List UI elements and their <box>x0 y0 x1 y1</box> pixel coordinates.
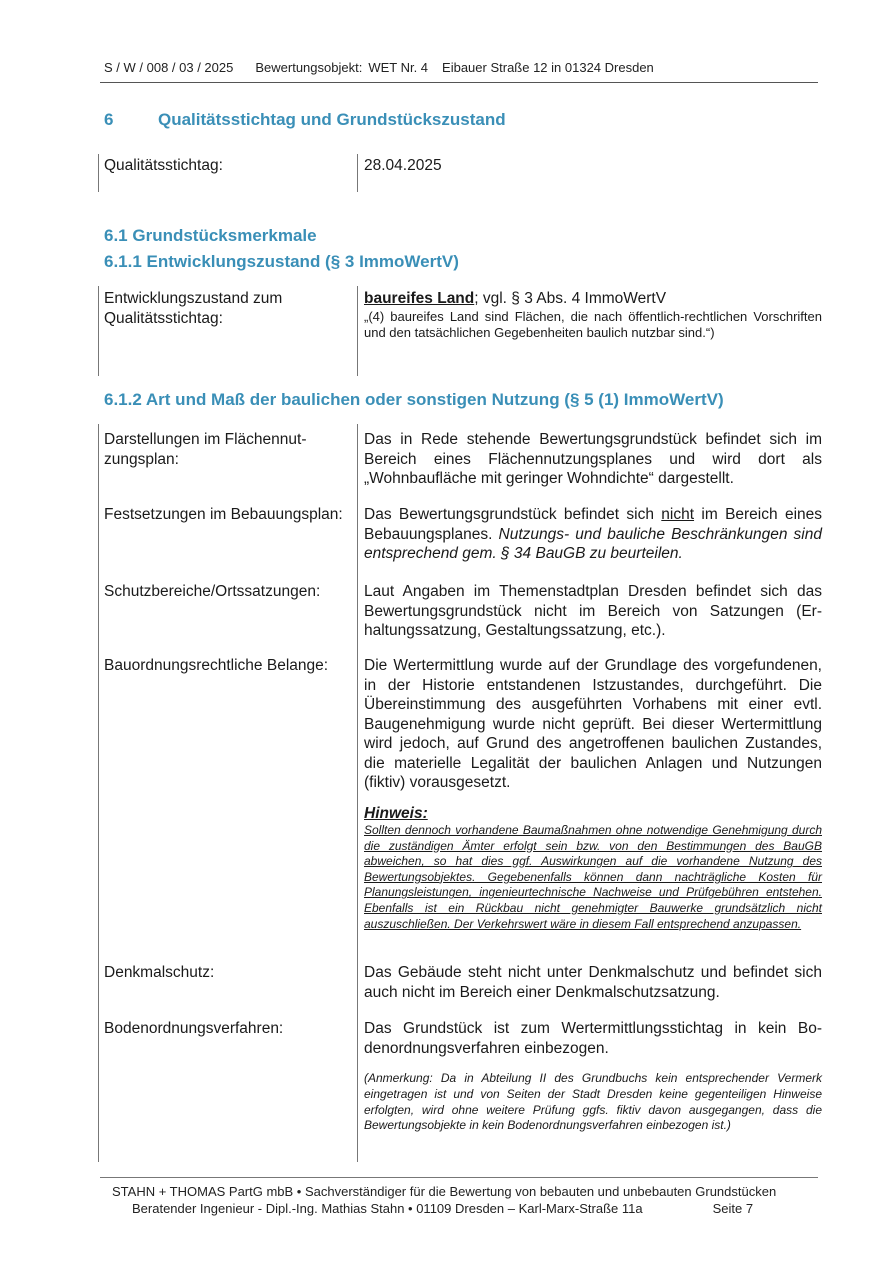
protection-areas-value: Laut Angaben im Themenstadtplan Dresden befindet sich das Bewertungsgrundstück nicht im Bereich von Satzungen (Erhaltungssatzung, Gestaltungssatzung, etc.). <box>364 583 822 639</box>
object-address: Eibauer Straße 12 in 01324 Dresden <box>442 60 654 75</box>
label-column-rule <box>98 424 99 1162</box>
development-state-note: „(4) baureifes Land sind Flächen, die nach öffentlich-rechtlichen Vorschriften und den tatsächlichen Gegebenheiten baulich nutzbar sind.“) <box>364 308 822 340</box>
land-use-plan-label: Darstellungen im Flächennutzungsplan: <box>104 431 307 468</box>
land-consolidation-value: Das Grundstück ist zum Wertermittlungsstichtag in kein Bodenordnungsverfahren einbezogen. <box>364 1020 822 1057</box>
building-regulations-value: Die Wertermittlung wurde auf der Grundlage des vorgefundenen, in der Historie entstandenen Istzustandes, durchgeführt. Die Übereinstimmung des ausgeführten Vorhabens mit einer evtl. Baugenehmigung wurde nicht geprüft. Bei dieser Wertermittlung wird jedoch, auf Grund des angetroffenen baulichen Zustandes, die materielle Legalität der baulichen Anlagen und Nutzungen (fiktiv) vorausgesetzt. <box>364 657 822 791</box>
value-marker <box>357 154 358 192</box>
footer-divider <box>100 1177 818 1178</box>
page-number: Seite 7 <box>712 1201 754 1216</box>
section-number: 6 <box>104 110 114 129</box>
section-title: Qualitätsstichtag und Grundstückszustand <box>158 110 506 129</box>
monument-protection-value: Das Gebäude steht nicht unter Denkmalschutz und befindet sich auch nicht im Bereich einer Denkmalschutzsatzung. <box>364 964 822 1001</box>
footer-company: STAHN + THOMAS PartG mbB • Sachverständiger für die Bewertung von bebauten und unbebauten Grundstücken <box>112 1184 777 1199</box>
monument-protection-label: Denkmalschutz: <box>104 964 215 981</box>
value-column-rule <box>357 424 358 1162</box>
protection-areas-label: Schutzbereiche/Ortssatzungen: <box>104 583 321 600</box>
development-plan-label: Festsetzungen im Bebauungsplan: <box>104 506 343 523</box>
land-consolidation-note: (Anmerkung: Da in Abteilung II des Grundbuchs kein entsprechender Vermerk eingetragen ist und von Seiten der Stadt Dresden keine gegenteiligen Hinweise erfolgten, wird ohne weitere Prüfung ggfs. fiktiv davon ausgegangen, dass die Bewertungsobjekte in kein Bodenordnungsverfahren einbezogen ist.) <box>364 1071 822 1133</box>
object-id: WET Nr. 4 <box>368 60 429 75</box>
header-divider <box>100 82 818 83</box>
development-state-value: baureifes Land; vgl. § 3 Abs. 4 ImmoWertV „(4) baureifes Land sind Flächen, die nach öffentlich-rechtlichen Vorschriften und den tatsächlichen Gegebenheiten baulich nutzbar sind.“) <box>364 290 822 340</box>
label-marker <box>98 286 99 376</box>
label-marker <box>98 154 99 192</box>
notice-title: Hinweis: <box>364 805 428 822</box>
building-regulations-label: Bauordnungsrechtliche Belange: <box>104 657 329 674</box>
section-6-1-2-heading: 6.1.2 Art und Maß der baulichen oder sonstigen Nutzung (§ 5 (1) ImmoWertV) <box>104 390 724 409</box>
emphasis-not: nicht <box>661 506 695 523</box>
reference-number: S / W / 008 / 03 / 2025 <box>104 60 234 75</box>
notice-body: Sollten dennoch vorhandene Baumaßnahmen ohne notwendige Genehmigung durch die zuständigen Ämter erfolgt sein bzw. von den Bestimmungen des BauGB abweichen, so hat dies ggf. Auswirkungen auf die vorhandene Nutzung des Bewertungsobjektes. Gegebenenfalls können dann nachträgliche Kosten für Planungsleistungen, ingenieurtechnische Nachweise und Prüfgebühren entstehen. Ebenfalls ist ein Rückbau nicht genehmigter Bauwerke grundsätzlich nicht auszuschließen. Der Verkehrswert wäre in diesem Fall entsprechend anzupassen. <box>364 823 822 931</box>
development-state-label: Entwicklungszustand zum Qualitätsstichtag: <box>104 290 283 327</box>
land-consolidation-label: Bodenordnungsverfahren: <box>104 1020 284 1037</box>
quality-date-label: Qualitätsstichtag: <box>104 157 223 174</box>
land-use-plan-value: Das in Rede stehende Bewertungsgrundstück befindet sich im Bereich eines Flächennutzungsplanes und wird dort als „Wohnbaufläche mit geringer Wohndichte“ dargestellt. <box>364 431 822 487</box>
section-6-1-heading: 6.1 Grundstücksmerkmale <box>104 226 317 245</box>
section-6-heading <box>104 110 506 130</box>
object-label: Bewertungsobjekt: <box>255 60 363 75</box>
development-plan-value: Das Bewertungsgrundstück befindet sich nicht im Bereich eines Bebauungsplanes. Nutzungs- und bauliche Beschränkungen sind entsprechend gem. § 34 BauGB zu beurteilen. <box>364 506 823 562</box>
quality-date-value: 28.04.2025 <box>364 157 442 174</box>
footer-contact: Beratender Ingenieur - Dipl.-Ing. Mathias Stahn • 01109 Dresden – Karl-Marx-Straße 11a Seite 7 <box>132 1201 754 1216</box>
page-header <box>104 60 820 75</box>
value-marker <box>357 286 358 376</box>
section-6-1-1-heading: 6.1.1 Entwicklungszustand (§ 3 ImmoWertV) <box>104 252 459 271</box>
development-state-emphasis: baureifes Land <box>364 290 475 307</box>
notice-block <box>364 804 822 932</box>
